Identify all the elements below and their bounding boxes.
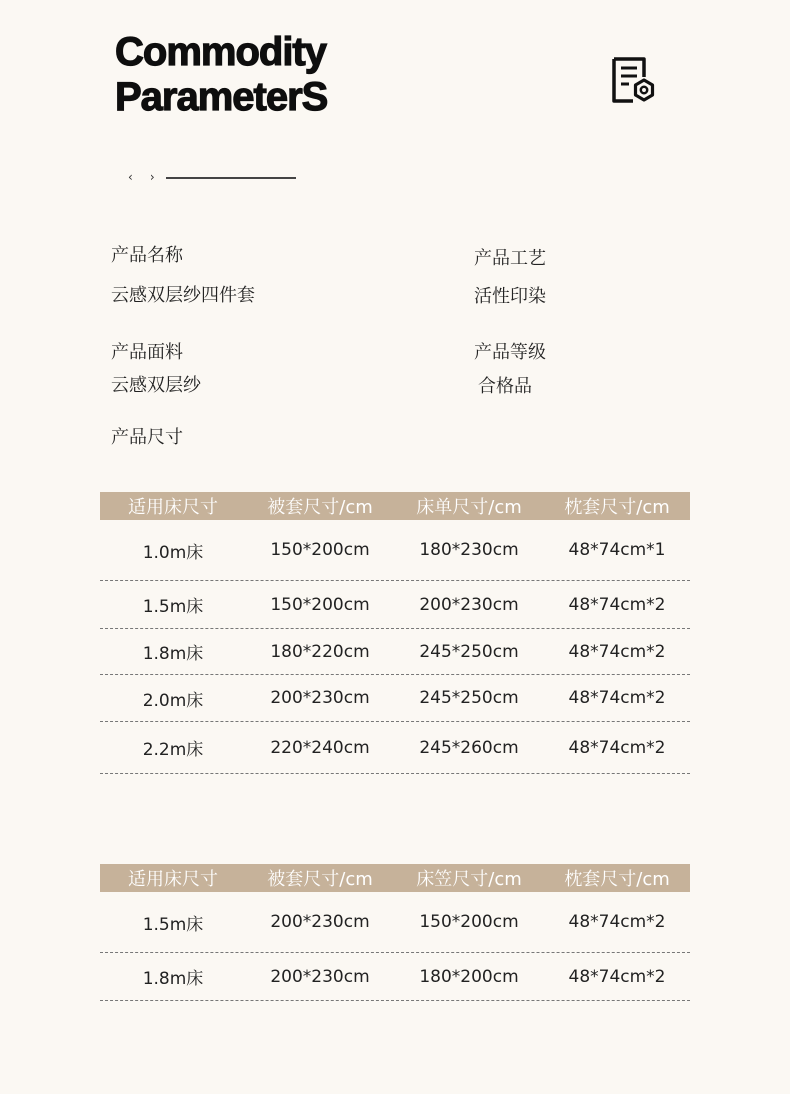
chevron-left-icon[interactable]: ‹: [128, 170, 133, 184]
table-row: [100, 520, 690, 581]
cell-pillowcase-size: 48*74cm*2: [568, 641, 666, 662]
cell-fitted-sheet-size: 150*200cm: [419, 912, 519, 932]
product-size-label: 产品尺寸: [111, 427, 183, 448]
header-duvet-size: 被套尺寸/cm: [267, 497, 373, 518]
page-title: [115, 30, 327, 120]
cell-bed-size: 1.0m床: [142, 542, 204, 563]
cell-bed-size: 1.5m床: [142, 914, 204, 935]
cell-pillowcase-size: 48*74cm*2: [568, 737, 666, 758]
cell-sheet-size: 245*250cm: [419, 641, 519, 662]
title-line-1: Commodity: [115, 30, 326, 74]
chevron-right-icon[interactable]: ›: [149, 170, 155, 184]
cell-duvet-size: 200*230cm: [270, 688, 370, 708]
cell-bed-size: 1.8m床: [142, 969, 204, 989]
nav-arrows: [128, 170, 168, 184]
cell-pillowcase-size: 48*74cm*2: [568, 688, 666, 708]
cell-pillowcase-size: 48*74cm*2: [568, 594, 666, 615]
table-row: [100, 629, 690, 675]
header-bed-size: 适用床尺寸: [128, 869, 218, 890]
cell-duvet-size: 150*200cm: [270, 540, 370, 560]
cell-duvet-size: 150*200cm: [270, 594, 370, 615]
cell-duvet-size: 200*230cm: [270, 912, 370, 932]
product-fabric-value: 云感双层纱: [111, 375, 201, 396]
nav-divider: [166, 177, 296, 179]
size-table-fitted: [100, 864, 690, 1001]
table-row: [100, 675, 690, 722]
cell-duvet-size: 180*220cm: [270, 641, 370, 662]
cell-sheet-size: 180*230cm: [419, 540, 519, 560]
cell-bed-size: 1.5m床: [142, 597, 204, 617]
table-row: [100, 892, 690, 953]
cell-pillowcase-size: 48*74cm*1: [568, 540, 666, 560]
cell-duvet-size: 220*240cm: [270, 737, 370, 758]
cell-pillowcase-size: 48*74cm*2: [568, 912, 666, 932]
document-settings-icon: [606, 55, 658, 107]
cell-sheet-size: 245*260cm: [419, 737, 519, 758]
table-header: [100, 492, 690, 520]
cell-pillowcase-size: 48*74cm*2: [568, 966, 666, 987]
table-row: [100, 581, 690, 629]
header-pillowcase-size: 枕套尺寸/cm: [564, 497, 670, 518]
title-line-2: ParameterS: [115, 75, 328, 119]
table-row: [100, 953, 690, 1001]
header-fitted-sheet-size: 床笠尺寸/cm: [416, 869, 522, 890]
cell-bed-size: 1.8m床: [142, 644, 204, 664]
header-bed-size: 适用床尺寸: [128, 497, 218, 518]
product-craft-value: 活性印染: [474, 286, 546, 307]
product-fabric-label: 产品面料: [111, 342, 183, 363]
product-craft-label: 产品工艺: [474, 248, 546, 269]
cell-bed-size: 2.2m床: [142, 740, 204, 760]
header-pillowcase-size: 枕套尺寸/cm: [564, 869, 670, 890]
size-table-sheet: [100, 492, 690, 774]
product-name-label: 产品名称: [111, 245, 183, 266]
cell-duvet-size: 200*230cm: [270, 966, 370, 987]
product-name-value: 云感双层纱四件套: [111, 285, 255, 306]
product-grade-label: 产品等级: [474, 342, 546, 363]
cell-bed-size: 2.0m床: [142, 690, 204, 711]
cell-sheet-size: 200*230cm: [419, 594, 519, 615]
header-sheet-size: 床单尺寸/cm: [416, 497, 522, 518]
cell-sheet-size: 245*250cm: [419, 688, 519, 708]
cell-fitted-sheet-size: 180*200cm: [419, 966, 519, 987]
table-header: [100, 864, 690, 892]
product-grade-value: 合格品: [478, 376, 532, 397]
header-duvet-size: 被套尺寸/cm: [267, 869, 373, 890]
table-row: [100, 722, 690, 774]
